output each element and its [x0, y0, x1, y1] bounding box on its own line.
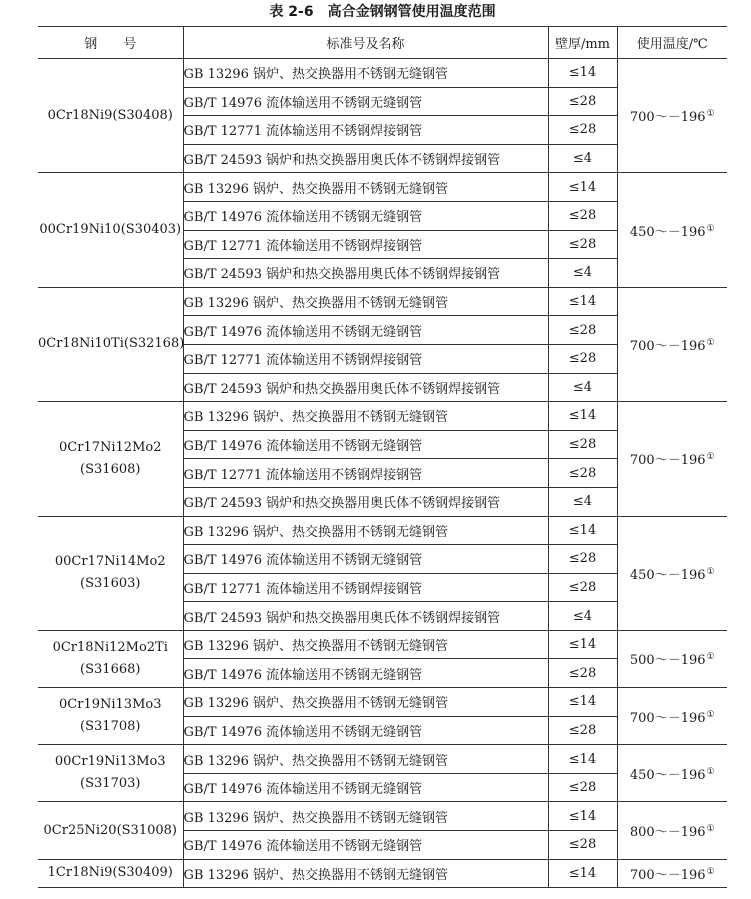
- standard-name-cell: GB/T 14976 流体输送用不锈钢无缝钢管: [183, 201, 548, 230]
- footnote-marker: ①: [706, 109, 715, 120]
- wall-thickness-cell: ≤14: [548, 745, 617, 774]
- temperature-range-cell: [617, 287, 727, 401]
- steel-grade-text: (S31703): [80, 776, 141, 792]
- temperature-range-text: 700～－196: [629, 338, 706, 354]
- header-temperature: 使用温度/℃: [617, 27, 727, 59]
- table-row: [38, 516, 727, 545]
- steel-grade-cell: [38, 745, 183, 802]
- footnote-marker: ①: [706, 223, 715, 234]
- table-body: [38, 59, 727, 888]
- steel-grade-text: 00Cr19Ni10(S30403): [39, 222, 182, 238]
- steel-grade-text: (S31708): [80, 719, 141, 735]
- steel-grade-text: 00Cr19Ni13Mo3: [54, 754, 166, 770]
- wall-thickness-cell: ≤4: [548, 487, 617, 516]
- header-grade: 钢 号: [38, 27, 183, 59]
- wall-thickness-cell: ≤28: [548, 545, 617, 574]
- footnote-marker: ①: [706, 337, 715, 348]
- table-row: [38, 402, 727, 431]
- wall-thickness-cell: ≤4: [548, 259, 617, 288]
- standard-name-cell: GB 13296 锅炉、热交换器用不锈钢无缝钢管: [183, 630, 548, 659]
- footnote-marker: ①: [706, 452, 715, 463]
- standard-name-cell: GB/T 24593 锅炉和热交换器用奥氏体不锈钢焊接钢管: [183, 144, 548, 173]
- standard-name-cell: GB 13296 锅炉、热交换器用不锈钢无缝钢管: [183, 745, 548, 774]
- table-row: [38, 802, 727, 831]
- table-number: 表 2-6: [269, 4, 314, 20]
- temperature-range-cell: [617, 630, 727, 687]
- standard-name-cell: GB 13296 锅炉、热交换器用不锈钢无缝钢管: [183, 859, 548, 888]
- wall-thickness-cell: ≤28: [548, 716, 617, 745]
- wall-thickness-cell: ≤28: [548, 116, 617, 145]
- pipe-temperature-table: [38, 26, 727, 888]
- standard-name-cell: GB/T 14976 流体输送用不锈钢无缝钢管: [183, 659, 548, 688]
- temperature-range-text: 700～－196: [629, 867, 706, 883]
- standard-name-cell: GB 13296 锅炉、热交换器用不锈钢无缝钢管: [183, 802, 548, 831]
- steel-grade-text: (S31668): [80, 661, 141, 677]
- wall-thickness-cell: ≤28: [548, 831, 617, 860]
- temperature-range-text: 700～－196: [629, 110, 706, 126]
- wall-thickness-cell: ≤14: [548, 802, 617, 831]
- wall-thickness-cell: ≤28: [548, 430, 617, 459]
- temperature-range-cell: [617, 59, 727, 173]
- standard-name-cell: GB 13296 锅炉、热交换器用不锈钢无缝钢管: [183, 173, 548, 202]
- wall-thickness-cell: ≤28: [548, 87, 617, 116]
- standard-name-cell: GB/T 12771 流体输送用不锈钢焊接钢管: [183, 459, 548, 488]
- wall-thickness-cell: ≤28: [548, 573, 617, 602]
- standard-name-cell: GB/T 14976 流体输送用不锈钢无缝钢管: [183, 773, 548, 802]
- temperature-range-cell: [617, 516, 727, 630]
- standard-name-cell: GB 13296 锅炉、热交换器用不锈钢无缝钢管: [183, 516, 548, 545]
- temperature-range-text: 450～－196: [629, 224, 706, 240]
- temperature-range-cell: [617, 802, 727, 859]
- temperature-range-cell: [617, 402, 727, 516]
- steel-grade-cell: [38, 59, 183, 173]
- footnote-marker: ①: [706, 824, 715, 835]
- steel-grade-text: (S31603): [80, 576, 141, 592]
- wall-thickness-cell: ≤28: [548, 230, 617, 259]
- steel-grade-cell: [38, 688, 183, 745]
- steel-grade-text: 0Cr18Ni12Mo2Ti: [52, 639, 168, 655]
- table-title: 高合金钢钢管使用温度范围: [327, 4, 496, 20]
- standard-name-cell: GB/T 14976 流体输送用不锈钢无缝钢管: [183, 87, 548, 116]
- standard-name-cell: GB 13296 锅炉、热交换器用不锈钢无缝钢管: [183, 688, 548, 717]
- wall-thickness-cell: ≤14: [548, 402, 617, 431]
- table-row: [38, 59, 727, 88]
- footnote-marker: ①: [706, 766, 715, 777]
- table-row: [38, 630, 727, 659]
- standard-name-cell: GB/T 14976 流体输送用不锈钢无缝钢管: [183, 316, 548, 345]
- steel-grade-text: 0Cr17Ni12Mo2: [59, 439, 162, 455]
- steel-grade-cell: [38, 402, 183, 516]
- table-row: [38, 745, 727, 774]
- wall-thickness-cell: ≤28: [548, 344, 617, 373]
- standard-name-cell: GB 13296 锅炉、热交换器用不锈钢无缝钢管: [183, 287, 548, 316]
- standard-name-cell: GB/T 14976 流体输送用不锈钢无缝钢管: [183, 716, 548, 745]
- steel-grade-text: 0Cr18Ni10Ti(S32168): [38, 336, 185, 352]
- standard-name-cell: GB/T 14976 流体输送用不锈钢无缝钢管: [183, 430, 548, 459]
- standard-name-cell: GB/T 12771 流体输送用不锈钢焊接钢管: [183, 230, 548, 259]
- table-row: [38, 688, 727, 717]
- wall-thickness-cell: ≤14: [548, 287, 617, 316]
- standard-name-cell: GB/T 12771 流体输送用不锈钢焊接钢管: [183, 116, 548, 145]
- steel-grade-cell: [38, 287, 183, 401]
- temperature-range-text: 800～－196: [629, 825, 706, 841]
- steel-grade-cell: [38, 802, 183, 859]
- temperature-range-cell: [617, 859, 727, 888]
- wall-thickness-cell: ≤4: [548, 602, 617, 631]
- standard-name-cell: GB 13296 锅炉、热交换器用不锈钢无缝钢管: [183, 59, 548, 88]
- footnote-marker: ①: [706, 866, 715, 877]
- temperature-range-cell: [617, 745, 727, 802]
- steel-grade-cell: [38, 516, 183, 630]
- standard-name-cell: GB/T 24593 锅炉和热交换器用奥氏体不锈钢焊接钢管: [183, 602, 548, 631]
- wall-thickness-cell: ≤14: [548, 688, 617, 717]
- table-row: [38, 859, 727, 888]
- standard-name-cell: GB/T 14976 流体输送用不锈钢无缝钢管: [183, 831, 548, 860]
- header-standard: 标准号及名称: [183, 27, 548, 59]
- steel-grade-cell: [38, 630, 183, 687]
- steel-grade-text: 0Cr18Ni9(S30408): [47, 107, 173, 123]
- standard-name-cell: GB/T 24593 锅炉和热交换器用奥氏体不锈钢焊接钢管: [183, 487, 548, 516]
- standard-name-cell: GB 13296 锅炉、热交换器用不锈钢无缝钢管: [183, 402, 548, 431]
- wall-thickness-cell: ≤4: [548, 144, 617, 173]
- temperature-range-text: 500～－196: [629, 653, 706, 669]
- temperature-range-text: 700～－196: [629, 710, 706, 726]
- standard-name-cell: GB/T 12771 流体输送用不锈钢焊接钢管: [183, 573, 548, 602]
- temperature-range-cell: [617, 173, 727, 287]
- temperature-range-text: 700～－196: [629, 453, 706, 469]
- footnote-marker: ①: [706, 709, 715, 720]
- steel-grade-cell: [38, 859, 183, 888]
- standard-name-cell: GB/T 14976 流体输送用不锈钢无缝钢管: [183, 545, 548, 574]
- table-caption: [38, 3, 727, 21]
- steel-grade-text: (S31608): [80, 461, 141, 477]
- wall-thickness-cell: ≤14: [548, 59, 617, 88]
- standard-name-cell: GB/T 24593 锅炉和热交换器用奥氏体不锈钢焊接钢管: [183, 373, 548, 402]
- temperature-range-text: 450～－196: [629, 767, 706, 783]
- footnote-marker: ①: [706, 652, 715, 663]
- steel-grade-text: 1Cr18Ni9(S30409): [47, 865, 173, 881]
- wall-thickness-cell: ≤14: [548, 630, 617, 659]
- wall-thickness-cell: ≤28: [548, 773, 617, 802]
- wall-thickness-cell: ≤28: [548, 316, 617, 345]
- temperature-range-text: 450～－196: [629, 567, 706, 583]
- wall-thickness-cell: ≤4: [548, 373, 617, 402]
- wall-thickness-cell: ≤14: [548, 173, 617, 202]
- wall-thickness-cell: ≤28: [548, 459, 617, 488]
- table-row: [38, 287, 727, 316]
- steel-grade-text: 0Cr19Ni13Mo3: [59, 697, 162, 713]
- footnote-marker: ①: [706, 566, 715, 577]
- wall-thickness-cell: ≤28: [548, 201, 617, 230]
- steel-grade-text: 00Cr17Ni14Mo2: [54, 554, 166, 570]
- wall-thickness-cell: ≤14: [548, 516, 617, 545]
- steel-grade-cell: [38, 173, 183, 287]
- steel-grade-text: 0Cr25Ni20(S31008): [43, 822, 177, 838]
- temperature-range-cell: [617, 688, 727, 745]
- header-thickness: 壁厚/mm: [548, 27, 617, 59]
- table-row: [38, 173, 727, 202]
- standard-name-cell: GB/T 12771 流体输送用不锈钢焊接钢管: [183, 344, 548, 373]
- header-row: [38, 27, 727, 59]
- wall-thickness-cell: ≤28: [548, 659, 617, 688]
- wall-thickness-cell: ≤14: [548, 859, 617, 888]
- standard-name-cell: GB/T 24593 锅炉和热交换器用奥氏体不锈钢焊接钢管: [183, 259, 548, 288]
